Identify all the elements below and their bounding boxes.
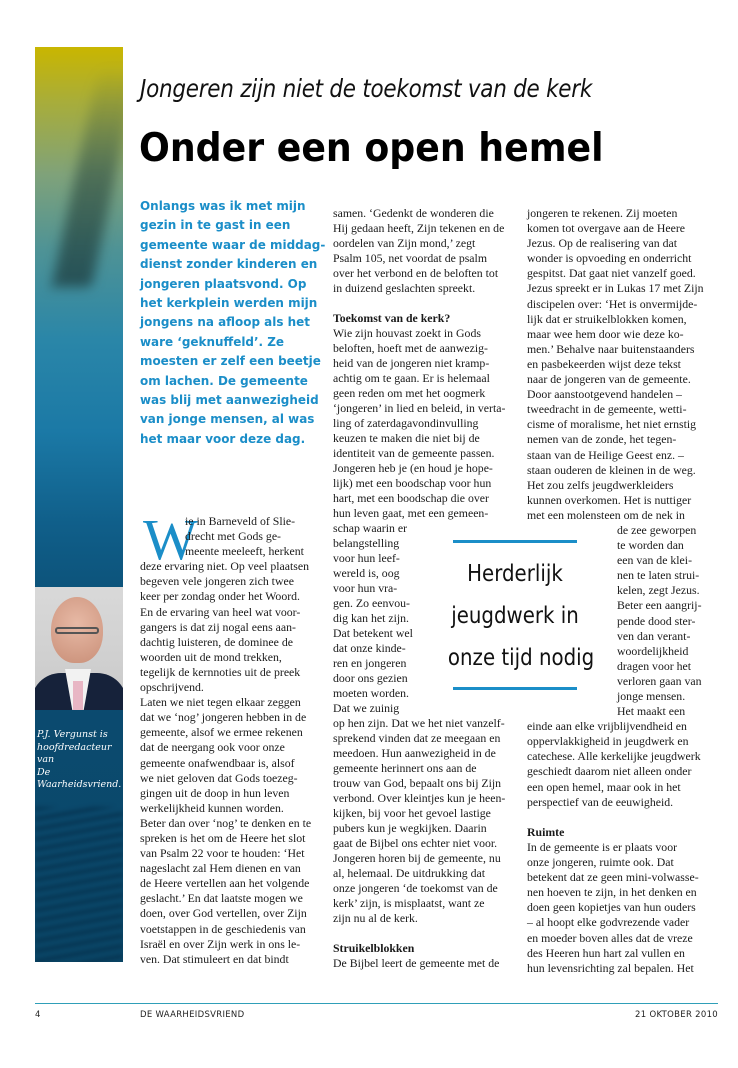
body-text-line: woorden uit de mond trekken, [140,649,282,664]
body-text-line: ven dan verant- [617,628,691,643]
body-text-line: onze jongeren, ruimte ook. Dat [527,855,674,870]
body-text-line: tweedracht in de gemeente, wetti- [527,402,687,417]
lead-line: Onlangs was ik met mijn [140,198,306,213]
body-text-line: Beter dan over ‘nog’ te denken en te [140,815,312,830]
body-text-line: Jezus. Op de realisering van dat [527,236,678,251]
body-text-line: Het maakt een [617,704,686,719]
body-text-line: dat onze kinde- [333,641,406,655]
body-text-line: zijn nu al de kerk. [333,911,418,925]
body-text-line: over het verbond en de beloften tot [333,266,499,280]
body-text-line: achtig om te gaan. Er is helemaal [333,371,490,385]
body-text-line: spreken is het om de Heere het slot [140,830,306,845]
body-text-line: nen hoeven te zijn, in het denken en [527,885,697,900]
body-text-line: Wie zijn houvast zoekt in Gods [333,326,481,340]
body-text-line: we niet geloven dat Gods toezeg- [140,770,298,785]
body-text-line: perspectief van de eeuwigheid. [527,794,674,809]
body-text-line: dig kan het zijn. [333,611,410,625]
body-text-line: ling of zaterdagavondinvulling [333,416,479,430]
body-text-line: gemeente herinnert ons aan de [333,761,477,775]
body-text-line: maar wee hem door wie deze ko- [527,326,684,341]
body-text-line: Israël en over Zijn werk in ons le- [140,936,301,951]
section-heading: Struikelblokken [333,941,415,955]
pull-quote-line: jeugdwerk in [451,603,579,629]
pull-quote-bottom-rule [453,687,577,690]
body-text-line: oordelen van Zijn mond,’ zegt [333,236,476,250]
body-text-line: oppervlakkigheid in jeugdwerk en [527,734,689,749]
body-text-line: keer per zondag onder het Woord. [140,589,300,604]
section-heading: Toekomst van de kerk? [333,311,451,325]
body-text-line: dragen voor het [617,658,692,673]
body-text-line: ‘jongeren’ in lied en beleid, in verta- [333,401,506,415]
blurred-text-texture [35,807,123,962]
body-text-line: in duizend geslachten spreekt. [333,281,476,295]
body-text-line: drecht met Gods ge- [185,529,281,544]
body-text-line: De Bijbel leert de gemeente met de [333,956,500,970]
lead-line: ware ‘geknuffeld’. Ze [140,333,285,349]
body-text-line: gangers is dat zij nogal eens aan- [140,619,296,634]
section-heading: Ruimte [527,824,565,839]
body-text-line: ren en jongeren [333,656,407,670]
body-text-line: kunnen overkomen. Het is nuttiger [527,492,692,507]
body-text-line: lijk dat er struikelblokken komen, [527,311,687,326]
body-text-line: Laten we niet tegen elkaar zeggen [140,695,301,710]
body-text-line: Door aanstootgevend handelen – [527,387,682,402]
body-text-line: lijk) met een boodschap voor hun [333,476,492,490]
article-title: Onder een open hemel [139,126,604,171]
body-text-line: dachtig luisteren, de dominee de [140,634,293,649]
body-text-line: Jongeren heb je (en houd je hope- [333,461,493,475]
drop-cap: W [143,507,198,572]
body-text-line: komen tot overgave aan de Heere [527,221,685,236]
body-text-line: naar de jongeren van de gemeente. [527,372,691,387]
pull-quote [437,540,593,690]
body-text-line: pende dood ster- [617,613,696,628]
body-text-line: doen, over God vertellen, over Zijn [140,906,307,921]
body-text-line: hart, met een boodschap die over [333,491,489,505]
body-text-line: dat we ‘nog’ jongeren hebben in de [140,710,307,725]
pull-quote-line: onze tijd nodig [447,645,595,671]
body-text-line: Het zou zelfs jeugdwerkleiders [527,477,674,492]
body-text-line: verbond. Over kleintjes kun je heen- [333,791,506,805]
body-text-line: voor hun vra- [333,581,398,595]
footer-divider [35,1003,718,1004]
lead-line: jongeren plaatsvond. Op [140,275,307,291]
body-text-line: moeten worden. [333,686,410,700]
body-text-line: staan ouderen de kleinen in de weg. [527,462,696,477]
body-text-line: Hij gedaan heeft, Zijn tekenen en de [333,221,505,235]
body-text-line: samen. ‘Gedenkt de wonderen die [333,206,494,220]
body-text-line: hun levensrichting zal bepalen. Het [527,960,694,975]
body-text-line: dat de neergang ook voor onze [140,740,285,755]
body-text-line: meente meeleeft, herkent [185,544,304,559]
body-text-line: sprekend vinden dat ze meegaan en [333,731,501,745]
body-text-line: en pasbekeerden wijst deze tekst [527,356,681,371]
lead-line: het maar voor deze dag. [140,430,306,446]
body-text-line: doen geen kopietjes van hun ouders [527,900,696,915]
body-text-line: belangstelling [333,536,400,550]
body-text-line: men.’ Behalve naar buitenstaanders [527,341,695,356]
body-text-line: nageslacht zal Hem dienen en van [140,861,301,876]
caption-line: P.J. Vergunst is [37,729,108,740]
pull-quote-line: Herderlijk [467,561,563,587]
photo-tie [73,681,83,710]
body-text-line: geslacht.’ En dat laatste mogen we [140,891,303,906]
body-text-line: nen te laten strui- [617,568,700,583]
lead-line: het kerkplein werden mijn [140,295,318,311]
article-kicker: Jongeren zijn niet de toekomst van de kerk [140,74,593,103]
body-text-line: cisme of moralisme, het niet ernstig [527,417,697,432]
body-text-line: begeven vele jongeren zich twee [140,574,294,589]
body-text-line: gaat de Bijbel ons echter niet voor. [333,836,498,850]
body-text-line: – al hoopt elke godvrezende vader [527,915,690,930]
paragraph-gap [333,926,505,941]
caption-line: hoofdredacteur van [37,741,112,765]
body-text-line: einde aan elke vrijblijvendheid en [527,719,687,734]
body-text-line: tegelijk de kernnoties uit de preek [140,664,301,679]
body-text-line: Jongeren horen bij de gemeente, nu [333,851,501,865]
body-text-line: discipelen over: ‘Het is onvermijde- [527,296,698,311]
author-photo [35,587,123,710]
body-text-line: identiteit van de gemeente passen. [333,446,495,460]
author-caption [37,729,123,792]
lead-line: dienst zonder kinderen en [140,256,318,272]
publication-name: DE WAARHEIDSVRIEND [140,1010,245,1020]
body-text-line: een van de klei- [617,553,693,568]
body-text-line: woordelijkheid [617,643,689,658]
body-text-line: verloren gaan van [617,673,702,688]
decorative-streak [52,67,123,287]
body-text-line: wonder is opvoeding en onderricht [527,251,692,266]
body-text-line: heid van de jongeren niet kramp- [333,356,490,370]
body-text-line: voetstappen in de geschiedenis van [140,921,306,936]
body-text-line: Dat we zuinig [333,701,400,715]
body-text-line: jongeren te rekenen. Zij moeten [527,206,678,220]
body-text-line: jonge mensen. [617,689,686,703]
body-text-line: kerk’ zijn, is misplaatst, want ze [333,896,485,910]
body-text-line: des Heeren hun hart zal vullen en [527,945,685,960]
body-text-line: nemen van de zonde, het tegen- [527,432,677,447]
lead-line: gezin in te gast in een [140,217,291,233]
body-text-line: wereld is, oog [333,566,400,580]
body-text-line: opschrijvend. [140,680,204,695]
lead-line: was blij met aanwezigheid [140,392,319,408]
body-text-line: keuzen te maken die niet bij de [333,431,480,445]
paragraph-gap [527,810,704,825]
body-text-line: meedoen. Hun aanwezigheid in de [333,746,496,760]
lead-paragraph [140,196,330,448]
body-text-line: door ons gezien [333,671,408,685]
body-text-line: catechese. Alle kerkelijke jeugdwerk [527,749,701,764]
body-text-line: geen reden om met het oogmerk [333,386,486,400]
paragraph-gap [333,296,505,311]
photo-glasses [55,627,99,634]
body-text-line: schap waarin er [333,521,408,535]
body-text-line: gen. Zo eenvou- [333,596,410,610]
body-text-line: pubers kun je wegkijken. Daarin [333,821,487,835]
body-text-line: de zee geworpen [617,522,697,537]
body-text-line: een open hemel, maar ook in het [527,779,681,794]
body-text-line: deze ervaring niet. Op veel plaatsen [140,559,310,574]
body-text-line: En de ervaring van heel wat voor- [140,604,301,619]
body-text-line: hun leven gaat, met een gemeen- [333,506,489,520]
body-text-line: betekent dat ze geen mini-volwasse- [527,870,699,885]
body-text-line: met een molensteen om de nek in [527,507,685,522]
body-text-line: beloften, hoeft met de aanwezig- [333,341,488,355]
body-text-line: gemeente onafwendbaar is, alsof [140,755,295,770]
body-text-line: de Heere vertellen aan het volgende [140,876,310,891]
body-text-line: werkelijkheid kunnen worden. [140,800,284,815]
issue-date: 21 OKTOBER 2010 [635,1010,718,1020]
caption-line: De Waarheidsvriend. [37,766,122,790]
body-text-line: van Psalm 22 voor te houden: ‘Het [140,846,305,861]
body-text-line: gingen uit de doop in hun leven [140,785,290,800]
body-text-line: geschiedt daarom niet alleen onder [527,764,692,779]
body-text-line: al, helemaal. De uitdrukking dat [333,866,486,880]
body-text-line: Beter een aangrij- [617,598,702,613]
sidebar-gradient-band [35,47,123,962]
body-text-line: ven. Dat stimuleert en dat bindt [140,951,289,966]
body-text-line: In de gemeente is er plaats voor [527,839,678,854]
body-text-line: te worden dan [617,538,684,553]
body-text-line: trouw van God, bepaalt ons bij Zijn [333,776,502,790]
body-text-line: gespitst. Dat gaat niet vanzelf goed. [527,266,696,281]
lead-line: gemeente waar de middag- [140,236,326,252]
lead-line: moesten er zelf een beetje [140,353,321,369]
lead-line: van jonge mensen, al was [140,411,315,427]
body-text-line: Dat betekent wel [333,626,413,640]
body-text-line: ie in Barneveld of Slie- [185,514,296,528]
lead-line: jongens na afloop als het [140,314,311,330]
page-number: 4 [35,1010,41,1020]
body-text-line: kijken, bij voor het gevoel lastige [333,806,491,820]
body-text-line: onze jongeren ‘de toekomst van de [333,881,498,895]
body-text-line: kelen, zegt Jezus. [617,583,700,598]
body-text-line: en moeder boven alles dat de vreze [527,930,693,945]
body-column-1 [140,514,311,967]
body-text-line: op hen zijn. Dat we het niet vanzelf- [333,716,505,730]
lead-line: om lachen. De gemeente [140,372,308,388]
body-text-line: gemeente, alsof we ermee rekenen [140,725,303,740]
body-text-line: staan van de Heilige Geest enz. – [527,447,684,462]
body-text-line: Jezus spreekt er in Lukas 17 met Zijn [527,281,704,296]
body-text-line: Psalm 105, net voordat de psalm [333,251,487,265]
body-text-line: voor hun leef- [333,551,400,565]
